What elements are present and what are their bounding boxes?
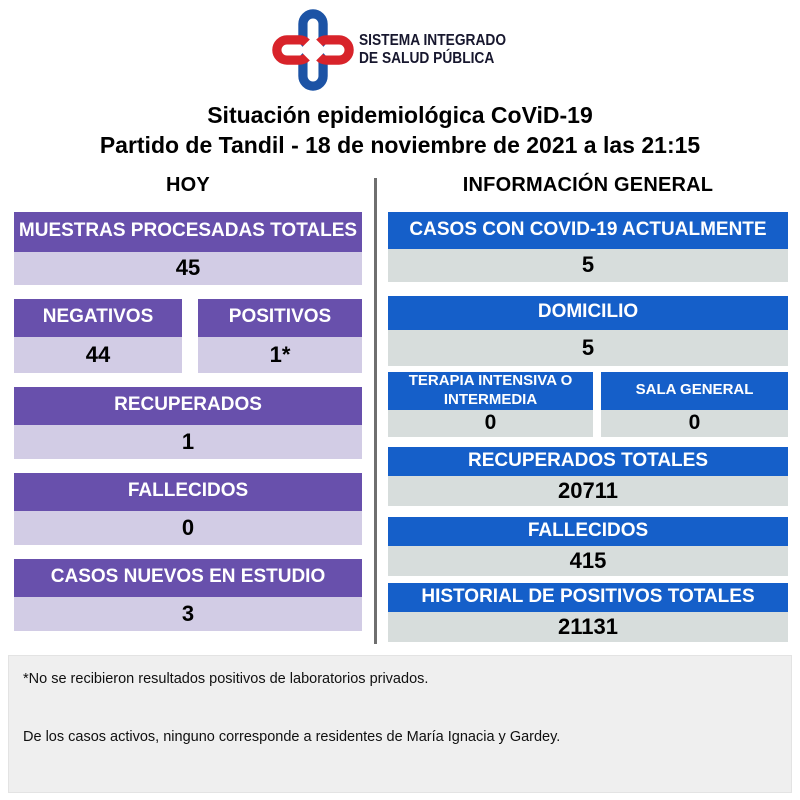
stat-label: DOMICILIO xyxy=(388,296,788,330)
org-name-line1: SISTEMA INTEGRADO xyxy=(358,32,506,50)
page-title xyxy=(0,100,800,161)
stat-value: 0 xyxy=(388,410,593,437)
stat-label: TERAPIA INTENSIVA O INTERMEDIA xyxy=(388,372,593,410)
column-hoy xyxy=(14,174,362,644)
stat-label: HISTORIAL DE POSITIVOS TOTALES xyxy=(388,583,788,612)
stat-label: SALA GENERAL xyxy=(601,372,788,410)
stat-row-terapia-sala xyxy=(388,372,788,437)
stat-value: 44 xyxy=(14,337,182,373)
column-hoy-heading: HOY xyxy=(166,173,210,196)
stat-casos-nuevos-estudio xyxy=(14,559,362,631)
stat-label: RECUPERADOS xyxy=(14,387,362,425)
stat-value: 415 xyxy=(388,546,788,576)
stat-value: 0 xyxy=(14,511,362,545)
stat-terapia-intensiva xyxy=(388,372,593,437)
stat-label: CASOS NUEVOS EN ESTUDIO xyxy=(14,559,362,597)
stat-recuperados-totales xyxy=(388,447,788,506)
stat-label: RECUPERADOS TOTALES xyxy=(388,447,788,476)
stat-label: MUESTRAS PROCESADAS TOTALES xyxy=(14,212,362,252)
stat-value: 3 xyxy=(14,597,362,631)
stat-sala-general xyxy=(601,372,788,437)
stat-value: 5 xyxy=(388,249,788,282)
stat-domicilio xyxy=(388,296,788,366)
stat-fallecidos-totales xyxy=(388,517,788,576)
stat-label: FALLECIDOS xyxy=(14,473,362,511)
stat-value: 45 xyxy=(14,252,362,285)
page-title-line1: Situación epidemiológica CoViD-19 xyxy=(207,102,593,128)
stat-label: POSITIVOS xyxy=(198,299,362,337)
stat-fallecidos-hoy xyxy=(14,473,362,545)
stat-label: FALLECIDOS xyxy=(388,517,788,546)
column-informacion-general xyxy=(388,174,788,644)
stat-value: 1 xyxy=(14,425,362,459)
footnote-private-labs: *No se recibieron resultados positivos de laboratorios privados. xyxy=(23,671,429,687)
stat-value: 0 xyxy=(601,410,788,437)
brand-header xyxy=(0,0,800,92)
stat-label: NEGATIVOS xyxy=(14,299,182,337)
stat-recuperados-hoy xyxy=(14,387,362,459)
footnote-residents: De los casos activos, ninguno corresponde a residentes de María Ignacia y Gardey. xyxy=(23,729,561,745)
stat-muestras-procesadas xyxy=(14,212,362,285)
stat-casos-actuales xyxy=(388,212,788,282)
page-title-line2: Partido de Tandil - 18 de noviembre de 2021 a las 21:15 xyxy=(99,132,701,159)
org-name xyxy=(359,32,530,68)
org-name-line2: DE SALUD PÚBLICA xyxy=(358,50,494,67)
column-general-heading: INFORMACIÓN GENERAL xyxy=(462,173,714,196)
health-cross-logo-icon xyxy=(271,8,355,92)
stat-negativos xyxy=(14,299,182,373)
stat-value: 1* xyxy=(198,337,362,373)
stat-value: 20711 xyxy=(388,476,788,506)
stat-positivos xyxy=(198,299,362,373)
stat-historial-positivos xyxy=(388,583,788,642)
column-divider xyxy=(374,178,377,644)
stat-value: 21131 xyxy=(388,612,788,642)
stat-value: 5 xyxy=(388,330,788,366)
stat-label: CASOS CON COVID-19 ACTUALMENTE xyxy=(388,212,788,249)
footnotes-panel xyxy=(8,655,792,793)
stats-columns xyxy=(0,174,800,644)
stat-row-negativos-positivos xyxy=(14,299,362,373)
